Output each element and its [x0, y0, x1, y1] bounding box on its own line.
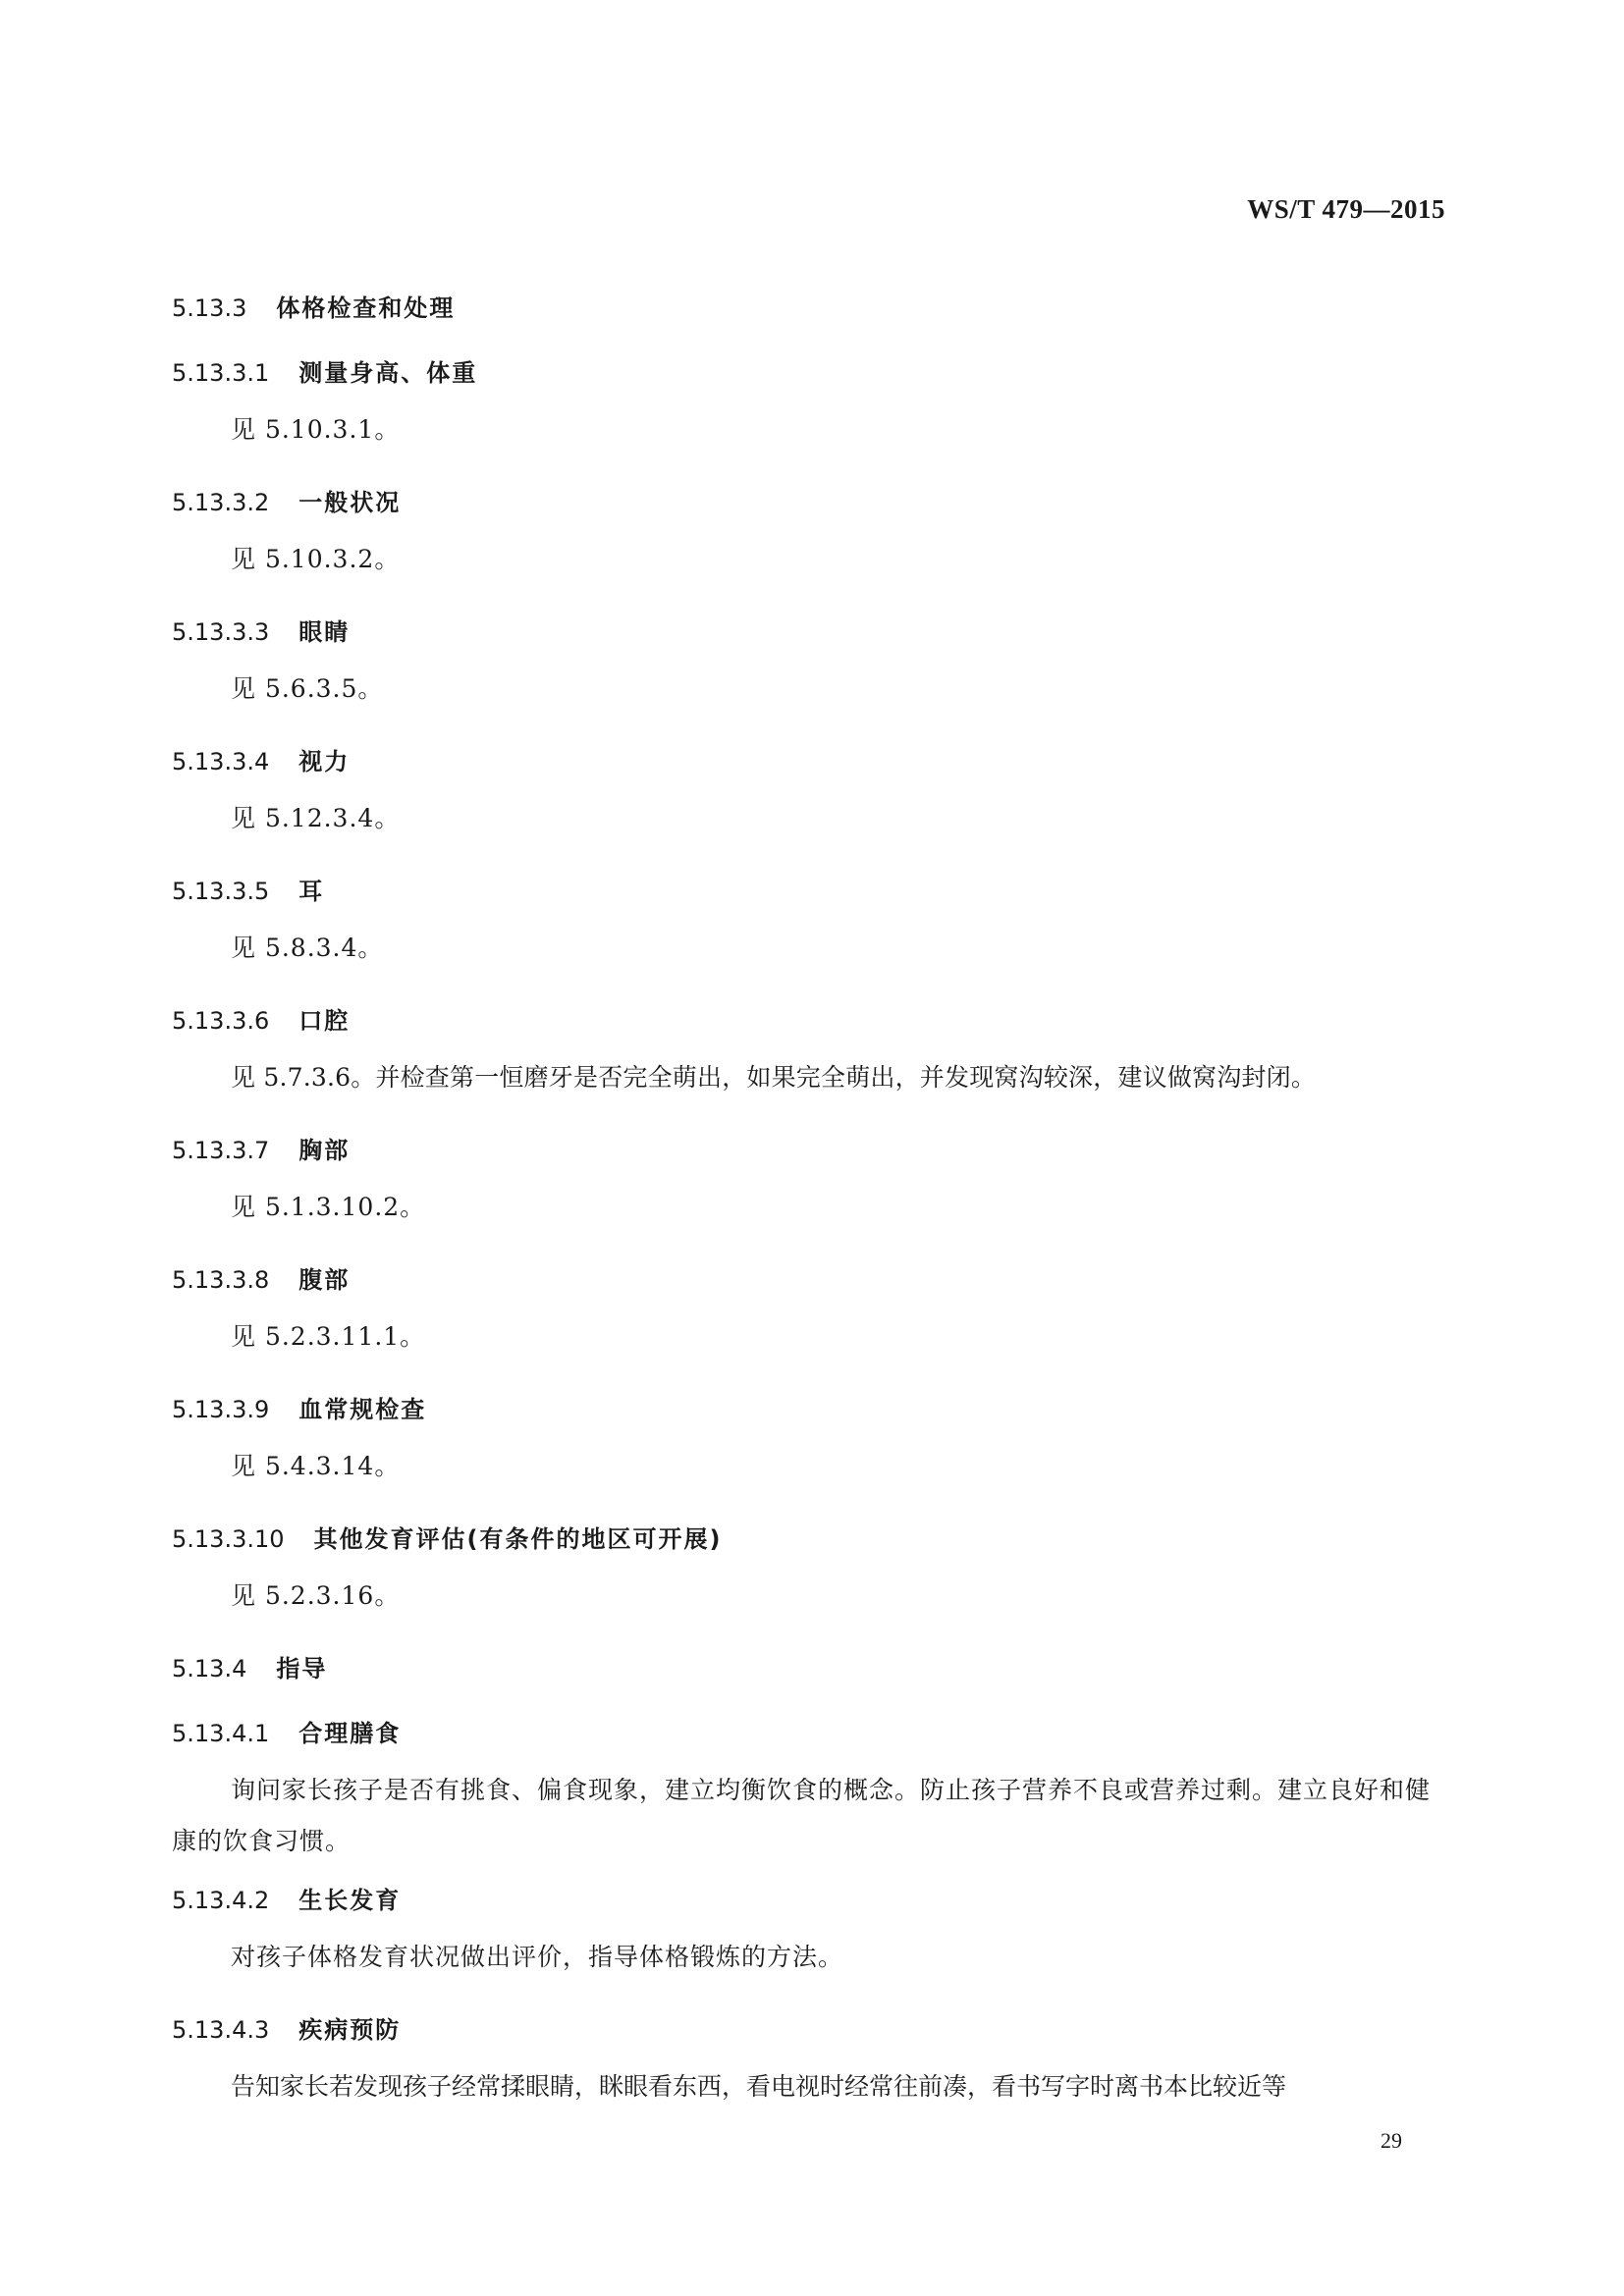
- section-number: 5.13.3.9: [172, 1396, 270, 1423]
- section-5-13-3-2: [172, 481, 1448, 611]
- section-number: 5.13.3.10: [172, 1525, 285, 1553]
- section-heading: [172, 999, 1448, 1042]
- section-title: 腹部: [298, 1266, 351, 1294]
- section-heading: [172, 2008, 1448, 2052]
- section-5-13-4-2: [172, 1879, 1448, 2008]
- section-5-13-4-1: [172, 1712, 1448, 1879]
- section-title: 合理膳食: [298, 1720, 402, 1747]
- section-heading: [172, 1518, 1448, 1561]
- section-5-13-3-3: [172, 611, 1448, 740]
- section-text: 告知家长若发现孩子经常揉眼睛，眯眼看东西，看电视时经常往前凑，看书写字时离书本比较近等: [231, 2072, 1287, 2101]
- section-5-13-3-1: [172, 351, 1448, 481]
- section-title: 胸部: [298, 1137, 351, 1164]
- section-text: 见 5.2.3.16。: [231, 1581, 401, 1610]
- section-heading: [172, 287, 1448, 330]
- section-number: 5.13.4.3: [172, 2016, 270, 2044]
- section-title: 血常规检查: [298, 1396, 427, 1423]
- section-heading: [172, 1388, 1448, 1431]
- section-heading: [172, 1879, 1448, 1922]
- section-heading: [172, 740, 1448, 783]
- section-title: 耳: [298, 878, 325, 905]
- section-5-13-3: [172, 287, 1448, 351]
- section-5-13-4-3: [172, 2008, 1448, 2138]
- section-5-13-3-10: [172, 1518, 1448, 1647]
- section-text: 见 5.10.3.2。: [231, 545, 401, 573]
- section-text: 见 5.8.3.4。: [231, 934, 384, 962]
- section-heading: [172, 351, 1448, 395]
- section-title: 测量身高、体重: [298, 359, 478, 387]
- section-number: 5.13.3.8: [172, 1266, 270, 1294]
- section-title: 指导: [276, 1655, 328, 1682]
- section-5-13-3-7: [172, 1129, 1448, 1258]
- section-text: 见 5.2.3.11.1。: [231, 1322, 426, 1351]
- section-5-13-3-4: [172, 740, 1448, 870]
- section-number: 5.13.3.6: [172, 1007, 270, 1035]
- section-text: 见 5.12.3.4。: [231, 804, 401, 832]
- section-number: 5.13.3.5: [172, 878, 270, 905]
- section-5-13-3-6: [172, 999, 1448, 1129]
- section-title: 体格检查和处理: [276, 294, 456, 322]
- section-number: 5.13.4: [172, 1655, 247, 1682]
- section-heading: [172, 481, 1448, 524]
- section-5-13-4: [172, 1647, 1448, 1712]
- section-text: 见 5.7.3.6。并检查第一恒磨牙是否完全萌出，如果完全萌出，并发现窝沟较深，建议做窝沟封闭。: [231, 1063, 1317, 1092]
- section-title: 一般状况: [298, 489, 402, 516]
- section-number: 5.13.4.2: [172, 1887, 270, 1914]
- section-heading: [172, 1258, 1448, 1302]
- section-title: 口腔: [298, 1007, 351, 1035]
- section-heading: [172, 611, 1448, 654]
- section-text: 见 5.6.3.5。: [231, 674, 384, 703]
- standard-code: WS/T 479—2015: [1247, 194, 1445, 224]
- section-number: 5.13.4.1: [172, 1720, 270, 1747]
- section-title: 生长发育: [298, 1887, 402, 1914]
- section-heading: [172, 870, 1448, 913]
- section-title: 眼睛: [298, 618, 351, 646]
- section-heading: [172, 1712, 1448, 1755]
- section-number: 5.13.3: [172, 294, 247, 322]
- section-title: 视力: [298, 748, 351, 775]
- section-text: 对孩子体格发育状况做出评价，指导体格锻炼的方法。: [231, 1943, 844, 1971]
- section-5-13-3-5: [172, 870, 1448, 999]
- document-body: [172, 287, 1448, 2138]
- section-number: 5.13.3.3: [172, 618, 270, 646]
- section-number: 5.13.3.2: [172, 489, 270, 516]
- section-number: 5.13.3.4: [172, 748, 270, 775]
- section-title: 其他发育评估(有条件的地区可开展): [313, 1525, 723, 1553]
- section-title: 疾病预防: [298, 2016, 402, 2044]
- section-5-13-3-9: [172, 1388, 1448, 1518]
- section-5-13-3-8: [172, 1258, 1448, 1388]
- section-number: 5.13.3.1: [172, 359, 270, 387]
- section-text: 见 5.10.3.1。: [231, 415, 401, 444]
- section-text: 见 5.1.3.10.2。: [231, 1193, 426, 1221]
- section-text: 见 5.4.3.14。: [231, 1452, 401, 1480]
- section-heading: [172, 1129, 1448, 1172]
- section-number: 5.13.3.7: [172, 1137, 270, 1164]
- page-number: 29: [1380, 2128, 1402, 2153]
- section-text: 询问家长孩子是否有挑食、偏食现象，建立均衡饮食的概念。防止孩子营养不良或营养过剩。建立良好和健康的饮食习惯。: [172, 1776, 1432, 1855]
- section-heading: [172, 1647, 1448, 1690]
